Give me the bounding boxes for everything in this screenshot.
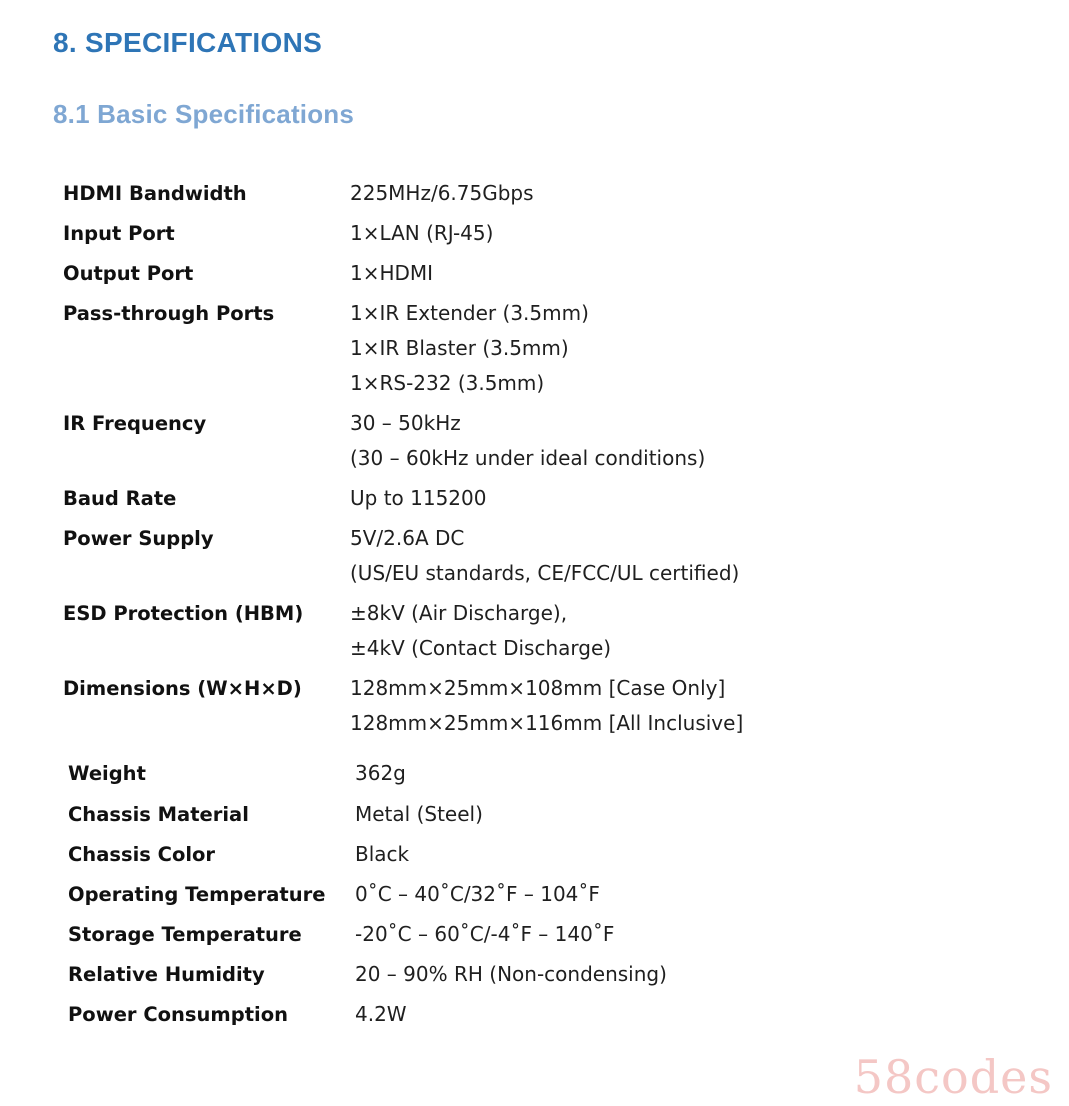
spec-values — [350, 176, 534, 211]
spec-label: HDMI Bandwidth — [63, 182, 247, 205]
spec-values — [350, 256, 433, 291]
spec-value: 225MHz/6.75Gbps — [350, 181, 534, 205]
spec-values — [355, 837, 409, 872]
subsection-title: 8.1 Basic Specifications — [53, 99, 355, 129]
watermark: 58codes — [853, 1050, 1053, 1104]
spec-values — [350, 216, 493, 251]
spec-values — [350, 671, 743, 741]
spec-values — [355, 877, 600, 912]
spec-value: ±8kV (Air Discharge), — [350, 601, 568, 625]
spec-label: Storage Temperature — [68, 923, 302, 946]
spec-label: Pass-through Ports — [63, 302, 275, 325]
spec-label: ESD Protection (HBM) — [63, 602, 304, 625]
spec-value: Metal (Steel) — [355, 802, 483, 826]
spec-values — [350, 521, 739, 591]
spec-value: 4.2W — [355, 1002, 407, 1026]
spec-value: (US/EU standards, CE/FCC/UL certified) — [350, 561, 740, 585]
spec-value: 0˚C – 40˚C/32˚F – 104˚F — [355, 882, 600, 906]
spec-value: 1×RS-232 (3.5mm) — [350, 371, 545, 395]
spec-value: 1×HDMI — [350, 261, 434, 285]
spec-value: -20˚C – 60˚C/-4˚F – 140˚F — [355, 922, 615, 946]
spec-label: Chassis Material — [68, 803, 249, 826]
spec-values — [355, 997, 407, 1032]
spec-values — [350, 596, 611, 666]
spec-value: 30 – 50kHz — [350, 411, 461, 435]
spec-value: 20 – 90% RH (Non-condensing) — [355, 962, 667, 986]
spec-values — [350, 406, 705, 476]
spec-values — [350, 481, 486, 516]
spec-value: 1×IR Extender (3.5mm) — [350, 301, 589, 325]
spec-value: ±4kV (Contact Discharge) — [350, 636, 612, 660]
spec-values — [355, 797, 483, 832]
spec-values — [355, 756, 406, 791]
spec-values — [350, 296, 589, 401]
spec-label: Power Consumption — [68, 1003, 288, 1026]
spec-label: Chassis Color — [68, 843, 216, 866]
spec-value: 362g — [355, 761, 406, 785]
spec-label: Baud Rate — [63, 487, 177, 510]
spec-value: (30 – 60kHz under ideal conditions) — [350, 446, 706, 470]
spec-label: Dimensions (W×H×D) — [63, 677, 302, 700]
spec-value: 128mm×25mm×108mm [Case Only] — [350, 676, 726, 700]
spec-value: 5V/2.6A DC — [350, 526, 465, 550]
spec-value: 1×IR Blaster (3.5mm) — [350, 336, 569, 360]
spec-values — [355, 917, 614, 952]
spec-value: 128mm×25mm×116mm [All Inclusive] — [350, 711, 744, 735]
spec-label: Weight — [68, 762, 146, 785]
spec-label: Relative Humidity — [68, 963, 265, 986]
spec-label: Power Supply — [63, 527, 214, 550]
section-title: 8. SPECIFICATIONS — [53, 27, 323, 58]
spec-label: Operating Temperature — [68, 883, 326, 906]
spec-label: Input Port — [63, 222, 175, 245]
spec-label: Output Port — [63, 262, 194, 285]
spec-values — [355, 957, 667, 992]
spec-value: Black — [355, 842, 410, 866]
spec-label: IR Frequency — [63, 412, 207, 435]
spec-value: Up to 115200 — [350, 486, 487, 510]
spec-value: 1×LAN (RJ-45) — [350, 221, 494, 245]
